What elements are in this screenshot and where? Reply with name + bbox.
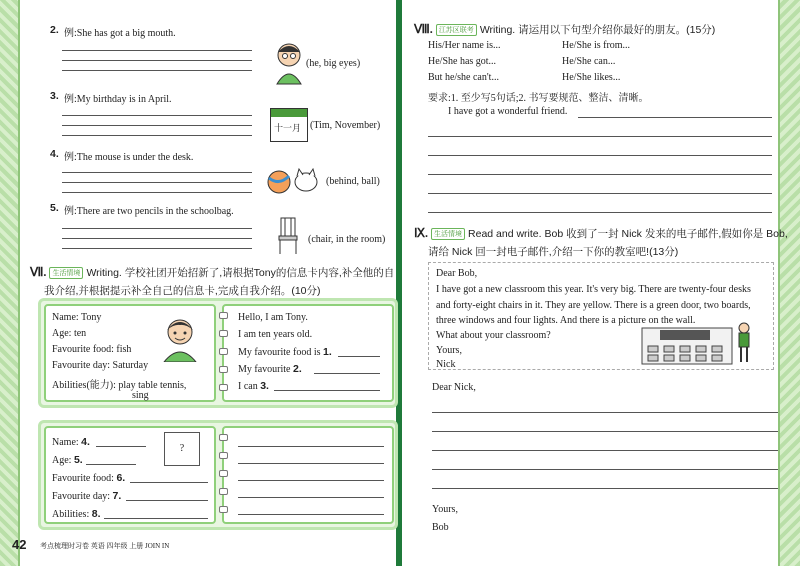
- field-label: Favourite day:: [52, 491, 111, 502]
- reply-writing-line[interactable]: [432, 469, 778, 470]
- email-line: and forty-eight chairs in it. They are yellow. There is a green door, two boards,: [436, 300, 751, 311]
- blank-7-line[interactable]: [126, 500, 208, 501]
- tony-name: Name: Tony: [52, 312, 102, 323]
- right-page: [402, 0, 800, 566]
- item-number: 3.: [50, 90, 59, 102]
- section-tag: 生活情境: [49, 267, 83, 279]
- sentence-pattern: He/She has got...: [428, 56, 497, 67]
- binder-ring: [219, 488, 228, 495]
- intro-line-1: Hello, I am Tony.: [238, 312, 308, 323]
- intro-line-2: I am ten years old.: [238, 329, 313, 340]
- intro-line-4: [238, 363, 302, 375]
- email-line: Dear Bob,: [436, 268, 478, 279]
- email-line: What about your classroom?: [436, 330, 551, 341]
- item-number: 2.: [50, 24, 59, 36]
- section-8-instruction: Writing. 请运用以下句型介绍你最好的朋友。(15分): [479, 24, 716, 36]
- email-line: I have got a new classroom this year. It's very big. There are twenty-four desks: [436, 284, 751, 295]
- binder-ring: [219, 366, 228, 373]
- email-line: Nick: [436, 359, 456, 370]
- item-number: 5.: [50, 202, 59, 214]
- tony-abilities-2: sing: [132, 390, 149, 401]
- book-footer: 考点梳理时习卷 英语 四年级 上册 JOIN IN: [40, 542, 170, 550]
- intro-text: I can: [238, 381, 258, 392]
- binder-ring: [219, 348, 228, 355]
- answer-line: [62, 228, 252, 229]
- section-8-number: Ⅷ.: [414, 22, 433, 36]
- calendar-month: 十一月: [274, 123, 302, 133]
- sentence-pattern: But he/she can't...: [428, 72, 499, 83]
- my-abilities-label: [52, 508, 101, 520]
- ball-and-cat-illustration: [266, 164, 322, 196]
- my-day-label: [52, 490, 121, 502]
- section-7-instruction-2: 我介绍,并根据提示补全自己的信息卡,完成自我介绍。(10分): [44, 285, 321, 297]
- blank-number: 2.: [293, 363, 302, 375]
- my-name-label: [52, 436, 90, 448]
- answer-line: [62, 135, 252, 136]
- starter-sentence: I have got a wonderful friend.: [448, 106, 568, 117]
- email-line: Yours,: [436, 345, 462, 356]
- blank-number: 4.: [81, 436, 90, 448]
- answer-line: [62, 238, 252, 239]
- answer-line: [62, 50, 252, 51]
- classroom-illustration: [640, 322, 760, 366]
- my-intro-card: [222, 426, 394, 524]
- writing-line[interactable]: [428, 174, 772, 175]
- photo-placeholder: ?: [164, 432, 200, 466]
- field-label: Name:: [52, 437, 79, 448]
- answer-line: [62, 182, 252, 183]
- intro-writing-line[interactable]: [238, 446, 384, 447]
- reply-writing-line[interactable]: [432, 488, 778, 489]
- section-9-instruction-2: 请给 Nick 回一封电子邮件,介绍一下你的教室吧!(13分): [428, 246, 679, 258]
- section-9-number: Ⅸ.: [414, 226, 429, 240]
- writing-requirements: 要求:1. 至少写5句话;2. 书写要规范、整洁、清晰。: [428, 93, 649, 104]
- reply-closing: Yours,: [432, 504, 458, 515]
- answer-line: [62, 115, 252, 116]
- calendar-icon: [270, 108, 308, 142]
- blank-number: 8.: [91, 508, 101, 520]
- field-label: Favourite food:: [52, 473, 114, 484]
- reply-writing-line[interactable]: [432, 431, 778, 432]
- tony-day: Favourite day: Saturday: [52, 360, 149, 371]
- sentence-pattern: He/She likes...: [562, 72, 621, 83]
- my-age-label: [52, 454, 83, 466]
- blank-5-line[interactable]: [86, 464, 136, 465]
- field-label: Age:: [52, 455, 72, 466]
- reply-signature: Bob: [432, 522, 449, 533]
- blank-number: 1.: [323, 346, 332, 358]
- hint-text: (he, big eyes): [306, 58, 361, 69]
- binder-ring: [219, 470, 228, 477]
- section-8-heading: [414, 22, 715, 37]
- section-tag: 江苏区联考: [436, 24, 477, 36]
- page-number: 42: [12, 537, 27, 552]
- blank-2-line[interactable]: [314, 373, 380, 374]
- answer-line: [62, 248, 252, 249]
- blank-3-line[interactable]: [274, 390, 380, 391]
- writing-line[interactable]: [428, 193, 772, 194]
- section-7-instruction: Writing. 学校社团开始招新了,请根据Tony的信息卡内容,补全他的自: [86, 267, 395, 279]
- blank-6-line[interactable]: [130, 482, 208, 483]
- tony-abilities: Abilities(能力): play table tennis,: [52, 380, 187, 391]
- blank-number: 7.: [112, 490, 122, 502]
- left-decorative-strip: [0, 0, 20, 566]
- intro-line-5: [238, 380, 269, 392]
- right-decorative-strip: [778, 0, 800, 566]
- blank-8-line[interactable]: [104, 518, 208, 519]
- tony-portrait: [160, 316, 200, 362]
- blank-1-line[interactable]: [338, 356, 380, 357]
- section-9-instruction: Read and write. Bob 收到了一封 Nick 发来的电子邮件,假如你是 Bob,: [468, 228, 788, 240]
- example-sentence: 例:The mouse is under the desk.: [64, 152, 194, 163]
- intro-writing-line[interactable]: [238, 463, 384, 464]
- answer-line: [62, 172, 252, 173]
- example-sentence: 例:There are two pencils in the schoolbag.: [64, 206, 234, 217]
- section-7-heading: [30, 265, 394, 280]
- binder-ring: [219, 434, 228, 441]
- blank-number: 3.: [260, 380, 269, 392]
- binder-ring: [219, 330, 228, 337]
- binder-ring: [219, 506, 228, 513]
- sentence-pattern: His/Her name is...: [428, 40, 501, 51]
- answer-line: [62, 60, 252, 61]
- blank-4-line[interactable]: [96, 446, 146, 447]
- example-sentence: 例:She has got a big mouth.: [64, 28, 176, 39]
- binder-ring: [219, 452, 228, 459]
- hint-text: (chair, in the room): [308, 234, 386, 245]
- answer-line: [62, 70, 252, 71]
- my-food-label: [52, 472, 125, 484]
- section-7-number: Ⅶ.: [30, 265, 47, 279]
- chair-illustration: [276, 216, 302, 256]
- tony-age: Age: ten: [52, 328, 87, 339]
- writing-line[interactable]: [428, 212, 772, 213]
- sentence-pattern: He/She is from...: [562, 40, 631, 51]
- intro-line-3: [238, 346, 332, 358]
- field-label: Abilities:: [52, 509, 90, 520]
- section-tag: 生活情境: [431, 228, 465, 240]
- reply-greeting: Dear Nick,: [432, 382, 476, 393]
- answer-line: [62, 125, 252, 126]
- reply-writing-line[interactable]: [432, 450, 778, 451]
- hint-text: (behind, ball): [326, 176, 380, 187]
- intro-text: My favourite: [238, 364, 291, 375]
- intro-writing-line[interactable]: [238, 514, 384, 515]
- blank-number: 5.: [73, 454, 83, 466]
- writing-line[interactable]: [578, 117, 772, 118]
- email-line: three windows and four lights. And there is a picture on the wall.: [436, 315, 696, 326]
- reply-writing-line[interactable]: [432, 412, 778, 413]
- boy-big-eyes-illustration: [272, 40, 306, 88]
- intro-writing-line[interactable]: [238, 480, 384, 481]
- blank-number: 6.: [116, 472, 126, 484]
- answer-line: [62, 192, 252, 193]
- sentence-pattern: He/She can...: [562, 56, 616, 67]
- section-9-heading: [414, 226, 788, 241]
- example-sentence: 例:My birthday is in April.: [64, 94, 172, 105]
- binder-ring: [219, 384, 228, 391]
- intro-writing-line[interactable]: [238, 497, 384, 498]
- hint-text: (Tim, November): [310, 120, 381, 131]
- tony-food: Favourite food: fish: [52, 344, 132, 355]
- writing-line[interactable]: [428, 155, 772, 156]
- intro-text: My favourite food is: [238, 347, 321, 358]
- binder-ring: [219, 312, 228, 319]
- item-number: 4.: [50, 148, 59, 160]
- writing-line[interactable]: [428, 136, 772, 137]
